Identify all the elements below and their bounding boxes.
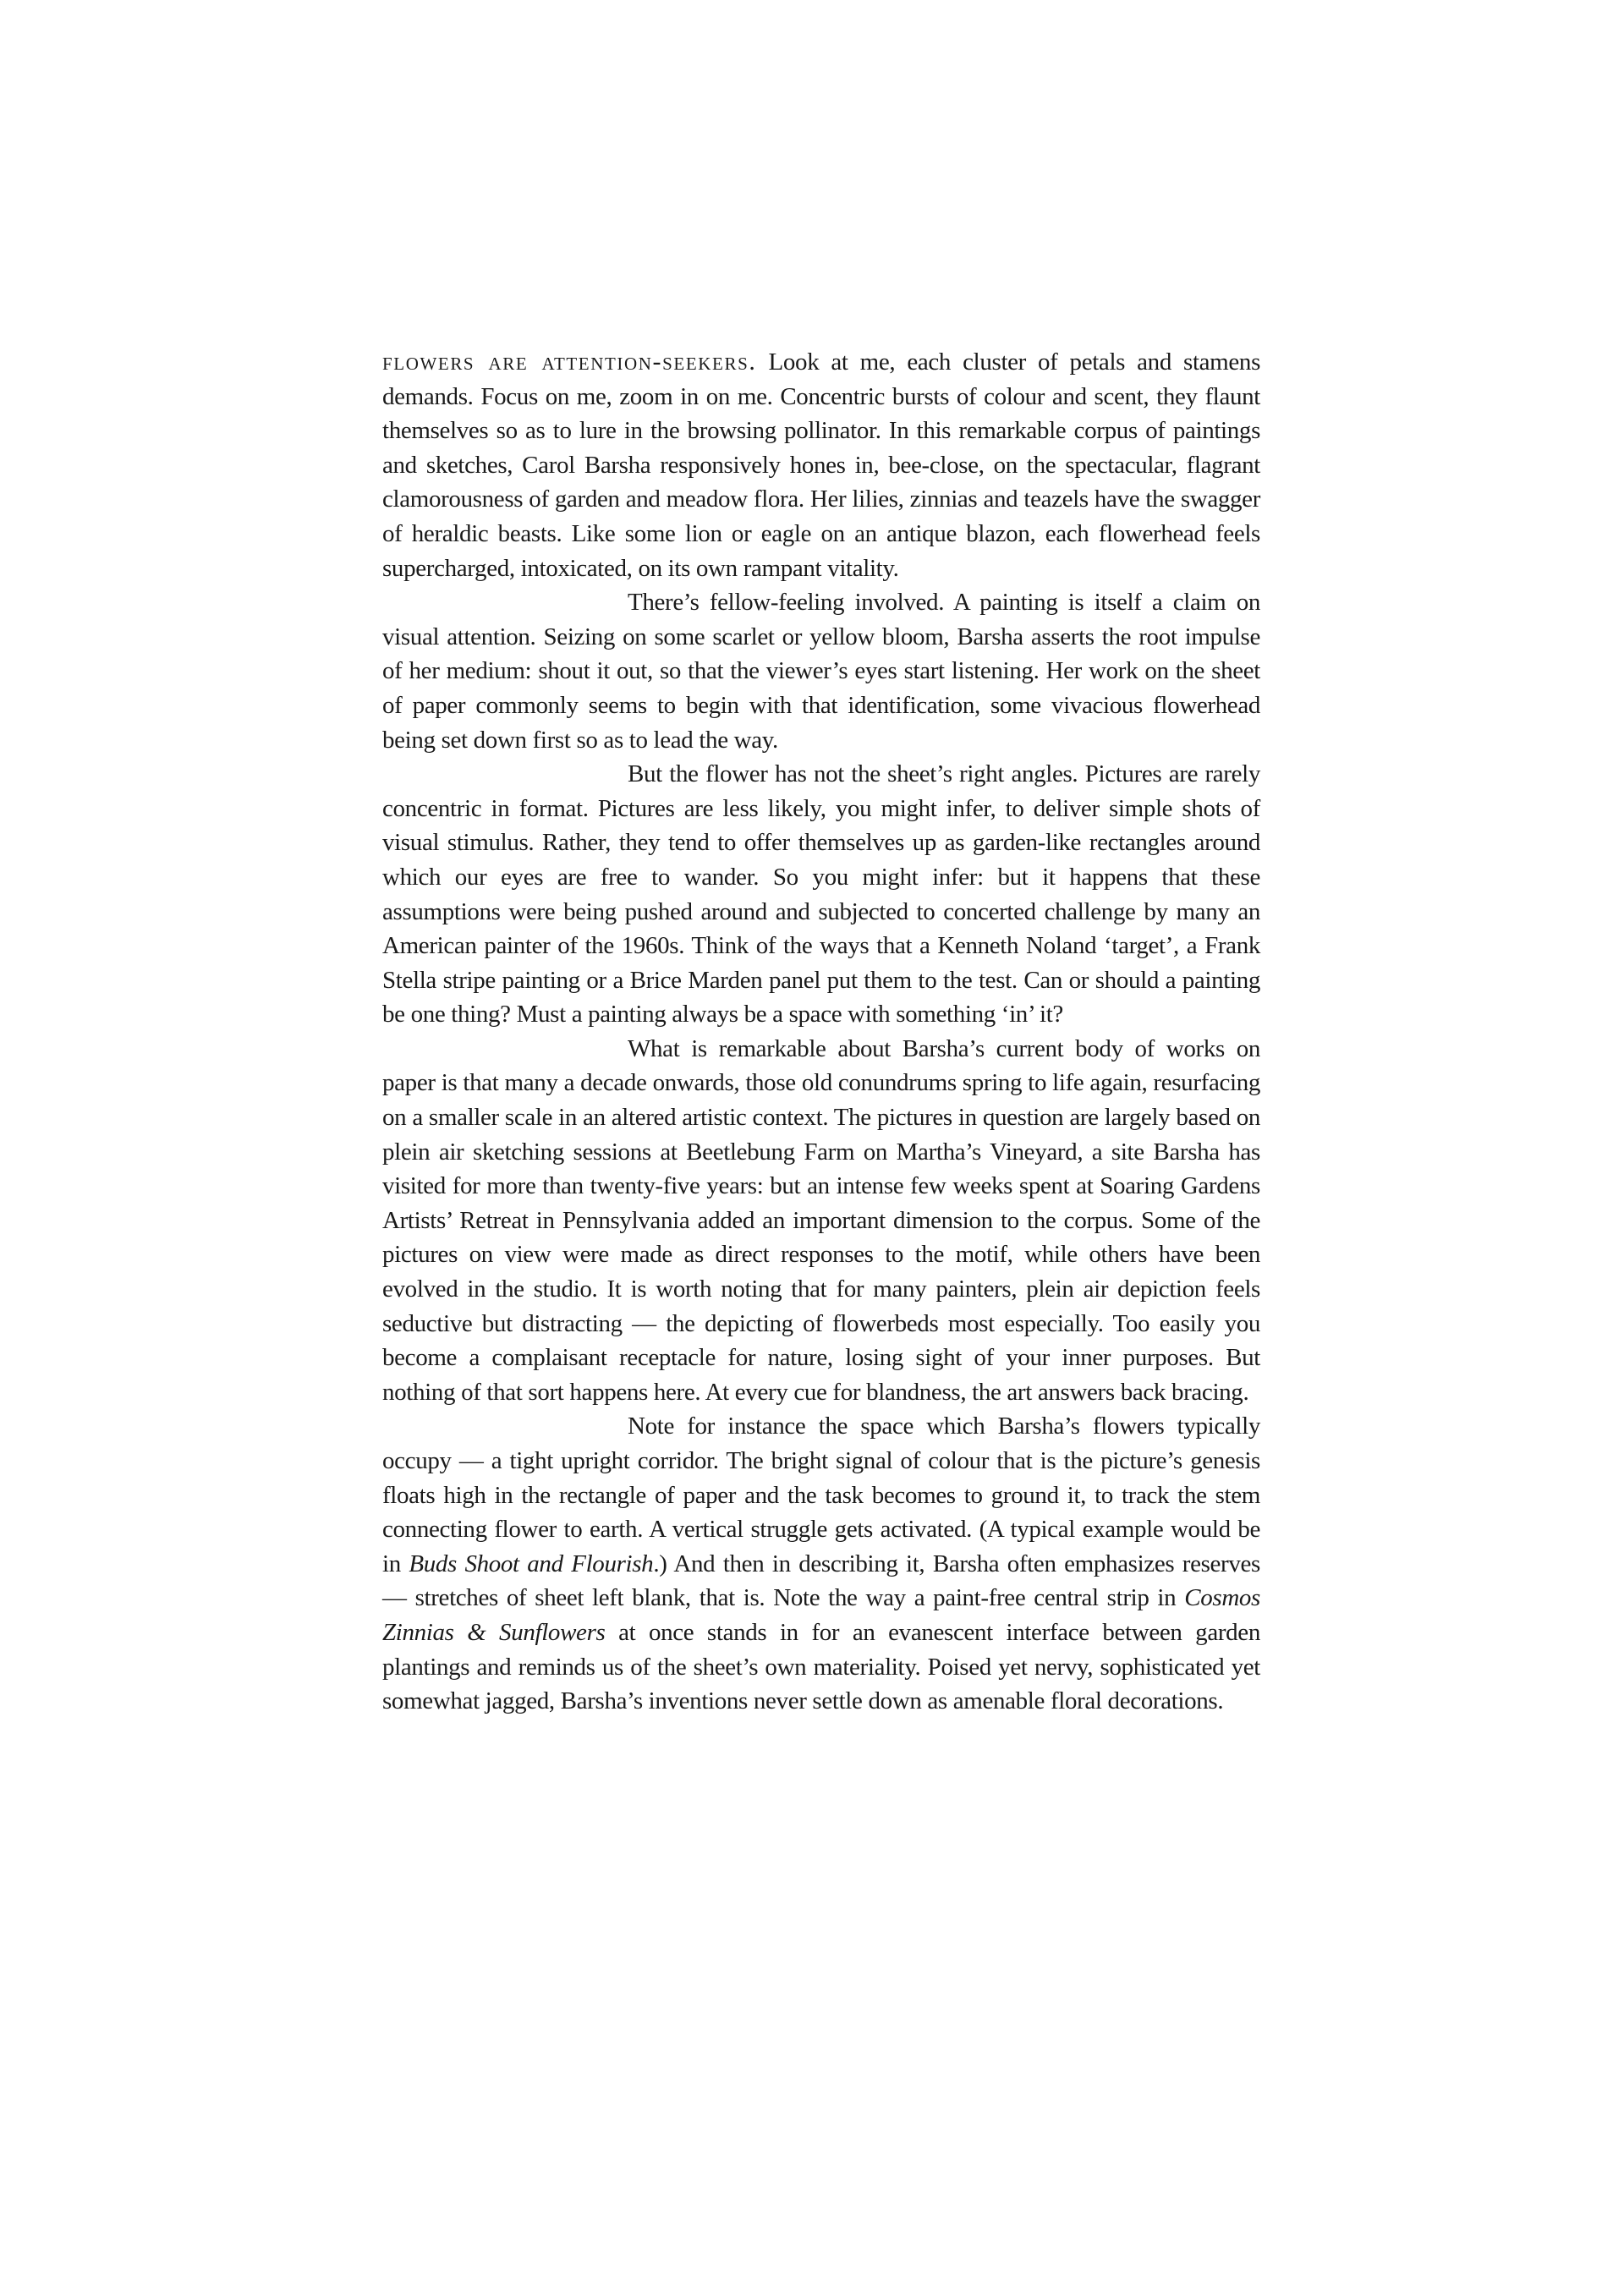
paragraph-5-text-a: Note for instance the space which Barsha’s flowers typically occupy — a tight upright corridor. The bright signal of colour that is the picture’s genesis floats high in the rectangle of paper and the task becomes to ground it, to track the stem connecting flower to earth. A vertical struggle gets activated. (A typical example would be in	[382, 1413, 1260, 1577]
paragraph-4: What is remarkable about Barsha’s current body of works on paper is that many a decade onwards, those old conundrums spring to life again, resurfacing on a smaller scale in an altered artistic context. The pictures in question are largely based on plein air sketching sessions at Beetlebung Farm on Martha’s Vineyard, a site Barsha has visited for more than twenty-five years: but an intense few weeks spent at Soaring Gardens Artists’ Retreat in Pennsylvania added an important dimension to the corpus. Some of the pictures on view were made as direct responses to the motif, while others have been evolved in the studio. It is worth noting that for many painters, plein air depiction feels seductive but distracting — the depicting of flowerbeds most especially. Too easily you become a complaisant receptacle for nature, losing sight of your inner purposes. But nothing of that sort happens here. At every cue for blandness, the art answers back bracing.	[382, 1034, 1260, 1406]
lead-in-heading: flowers are attention-seekers.	[382, 348, 757, 376]
artwork-title-cosmos-zinnias: Cosmos Zinnias & Sunflowers	[382, 1584, 1260, 1646]
paragraph-1	[382, 345, 1260, 585]
paragraph-2: There’s fellow-feeling involved. A painting is itself a claim on visual attention. Seizing on some scarlet or yellow bloom, Barsha asserts the root impulse of her medium: shout it out, so that the viewer’s eyes start listening. Her work on the sheet of paper commonly seems to begin with that identification, some vivacious flowerhead being set down first so as to lead the way.	[382, 589, 1260, 754]
paragraph-1-text: Look at me, each cluster of petals and stamens demands. Focus on me, zoom in on me. Concentric bursts of colour and scent, they flaunt themselves so as to lure in the browsing pollinator. In this remarkable corpus of paintings and sketches, Carol Barsha responsively hones in, bee-close, on the spectacular, flagrant clamorousness of garden and meadow flora. Her lilies, zinnias and teazels have the swagger of heraldic beasts. Like some lion or eagle on an antique blazon, each flowerhead feels supercharged, intoxicated, on its own rampant vitality.	[382, 348, 1261, 582]
essay-page	[382, 345, 1260, 1719]
paragraph-3: But the flower has not the sheet’s right angles. Pictures are rarely concentric in format. Pictures are less likely, you might infer, to deliver simple shots of visual stimulus. Rather, they tend to offer themselves up as garden-like rectangles around which our eyes are free to wander. So you might infer: but it happens that these assumptions were being pushed around and subjected to concerted challenge by many an American painter of the 1960s. Think of the ways that a Kenneth Noland ‘target’, a Frank Stella stripe painting or a Brice Marden panel put them to the test. Can or should a painting be one thing? Must a painting always be a space with something ‘in’ it?	[382, 760, 1260, 1029]
artwork-title-buds-shoot: Buds Shoot and Flourish	[409, 1550, 654, 1577]
paragraph-5-text-c: at once stands in for an evanescent interface between garden plantings and reminds us of the sheet’s own materiality. Poised yet nervy, sophisticated yet somewhat jagged, Barsha’s inventions never settle down as amenable floral decorations.	[382, 1618, 1260, 1715]
paragraph-5-text-b: .) And then in describing it, Barsha often emphasizes reserves — stretches of sheet left blank, that is. Note the way a paint-free central strip in	[382, 1550, 1260, 1612]
paragraph-5	[382, 1409, 1260, 1718]
